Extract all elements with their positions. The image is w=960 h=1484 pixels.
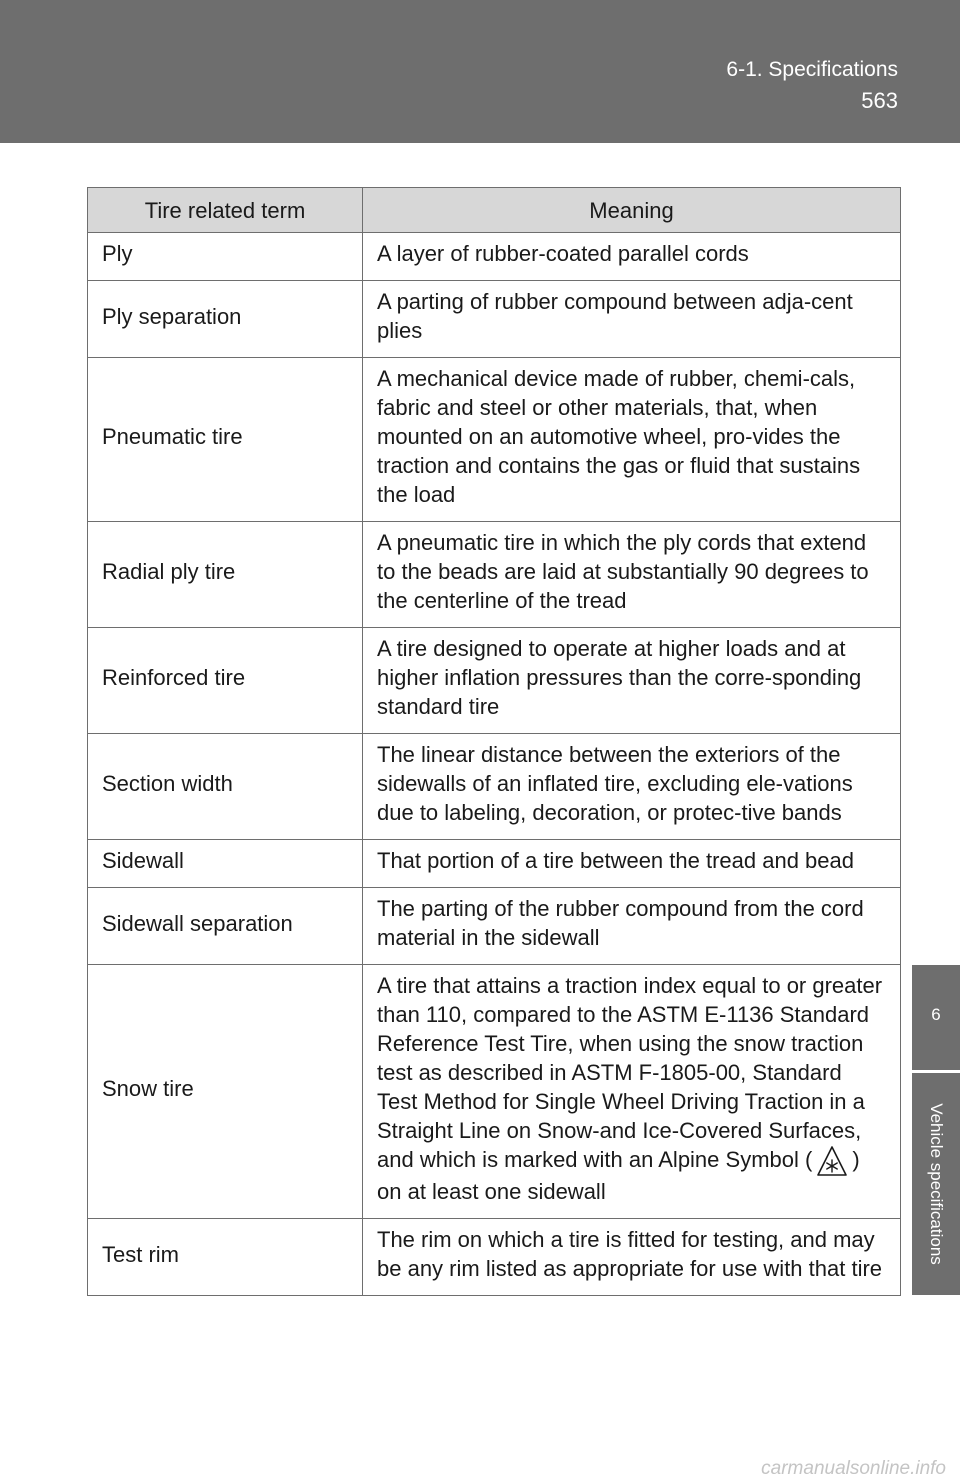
table-row <box>88 522 901 628</box>
table-row <box>88 1219 901 1296</box>
chapter-number: 6 <box>931 1005 941 1024</box>
table-header-row <box>88 188 901 233</box>
chapter-label-tab <box>912 1073 960 1295</box>
meaning-cell: A pneumatic tire in which the ply cords that extend to the beads are laid at substantially 90 degrees to the centerline of the tread <box>363 522 901 628</box>
term-cell: Test rim <box>88 1219 363 1296</box>
table-row <box>88 358 901 522</box>
page-header <box>0 0 960 143</box>
meaning-cell: The rim on which a tire is fitted for testing, and may be any rim listed as appropriate for use with that tire <box>363 1219 901 1296</box>
term-cell: Radial ply tire <box>88 522 363 628</box>
term-cell: Reinforced tire <box>88 628 363 734</box>
alpine-snowflake-mountain-icon <box>816 1145 848 1177</box>
term-cell: Snow tire <box>88 965 363 1219</box>
table-row <box>88 628 901 734</box>
term-cell: Pneumatic tire <box>88 358 363 522</box>
meaning-text: A tire that attains a traction index equal to or greater than 110, compared to the ASTM E-1136 Standard Reference Test Tire, when using the snow traction test as described in ASTM F-1805-00, Standard Test Method for Single Wheel Driving Traction in a Straight Line on Snow-and Ice-Covered Surfaces, and which is marked with an Alpine Symbol ( <box>377 973 883 1172</box>
table-row <box>88 281 901 358</box>
table-row <box>88 888 901 965</box>
meaning-cell: A layer of rubber-coated parallel cords <box>363 233 901 281</box>
section-title: 6-1. Specifications <box>726 58 898 81</box>
chapter-label: Vehicle specifications <box>927 1103 946 1265</box>
term-cell: Ply separation <box>88 281 363 358</box>
term-cell: Ply <box>88 233 363 281</box>
meaning-cell: The linear distance between the exteriors of the sidewalls of an inflated tire, excluding ele-vations due to labeling, decoration, or protec-tive bands <box>363 734 901 840</box>
table-row <box>88 734 901 840</box>
meaning-cell <box>363 965 901 1219</box>
column-header-meaning: Meaning <box>363 188 901 233</box>
table-row <box>88 840 901 888</box>
meaning-cell: That portion of a tire between the tread and bead <box>363 840 901 888</box>
meaning-cell: A tire designed to operate at higher loads and at higher inflation pressures than the corre-sponding standard tire <box>363 628 901 734</box>
term-cell: Sidewall <box>88 840 363 888</box>
chapter-tab <box>912 965 960 1070</box>
meaning-cell: The parting of the rubber compound from the cord material in the sidewall <box>363 888 901 965</box>
page-number: 563 <box>861 88 898 113</box>
watermark: carmanualsonline.info <box>761 1458 946 1479</box>
meaning-text: ) on at least one sidewall <box>377 1147 860 1204</box>
tire-terms-table <box>87 187 901 1296</box>
table-row <box>88 233 901 281</box>
term-cell: Sidewall separation <box>88 888 363 965</box>
column-header-term: Tire related term <box>88 188 363 233</box>
term-cell: Section width <box>88 734 363 840</box>
meaning-cell: A parting of rubber compound between adja-cent plies <box>363 281 901 358</box>
table-row <box>88 965 901 1219</box>
meaning-cell: A mechanical device made of rubber, chemi-cals, fabric and steel or other materials, that, when mounted on an automotive wheel, pro-vides the traction and contains the gas or fluid that sustains the load <box>363 358 901 522</box>
